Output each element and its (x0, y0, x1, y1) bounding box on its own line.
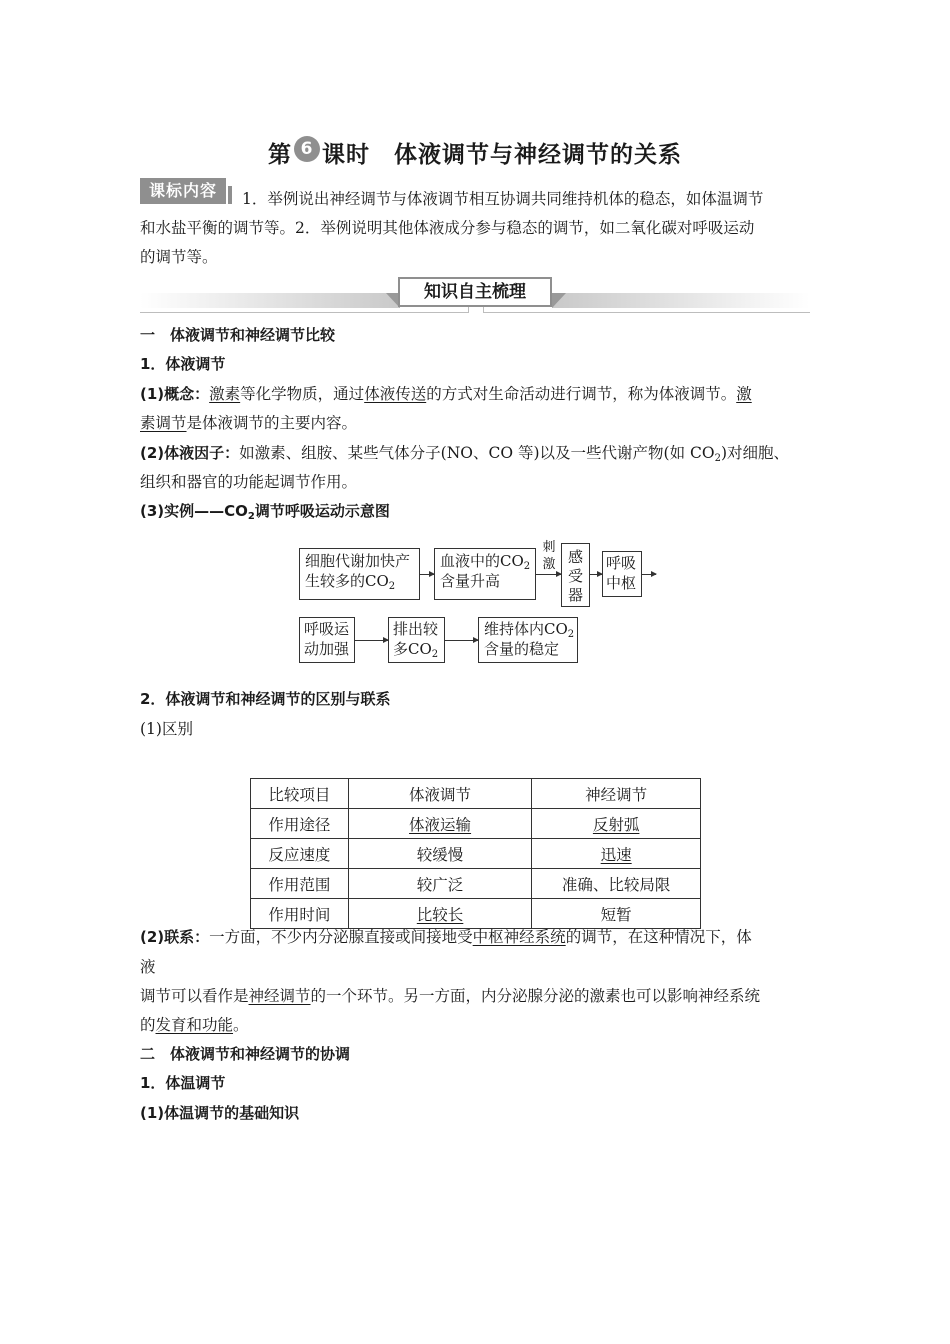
table-row (251, 809, 701, 839)
standard-badge: 课标内容 (140, 178, 226, 204)
concept-text-3: 是体液调节的主要内容。 (186, 414, 358, 432)
flow-box-breathing-enhanced (299, 617, 355, 663)
factors-subscript: 2 (714, 453, 721, 464)
flow-box1-line2 (305, 571, 414, 591)
standard-line-2: 和水盐平衡的调节等。2．举例说明其他体液成分参与稳态的调节，如二氧化碳对呼吸运动 (140, 219, 755, 237)
answer-text: 比较长 (416, 905, 464, 924)
banner-bar-right (552, 293, 810, 308)
flow-box5-line1: 呼吸运 (304, 620, 350, 638)
answer-cns: 中枢神经系统 (472, 928, 566, 946)
table-cell: 作用范围 (251, 869, 349, 899)
flow-box6-line2 (393, 639, 440, 659)
example-label: (3)实例——CO (140, 502, 248, 520)
part2-sub1a: (1)体温调节的基础知识 (140, 1104, 300, 1122)
relation-text-1: 一方面，不少内分泌腺直接或间接地受 (209, 928, 473, 946)
factors-line-1 (140, 443, 789, 463)
page-title (0, 136, 950, 171)
badge-divider (228, 186, 232, 204)
answer-text: 迅速 (600, 845, 632, 864)
answer-hormone: 激素 (209, 385, 241, 403)
flow-arrow-4 (642, 574, 656, 575)
table-header-cell: 比较项目 (251, 779, 349, 809)
table-cell: 短暂 (532, 899, 701, 929)
flow-box1-sub: 2 (388, 581, 396, 592)
relation-text-4: 的一个环节。另一方面，内分泌腺分泌的激素也可以影响神经系统 (310, 987, 761, 1005)
relation-line-1 (140, 927, 752, 947)
table-cell-answer (348, 809, 532, 839)
answer-hormone-regulation-part1: 激 (736, 385, 752, 403)
concept-label: (1)概念： (140, 385, 210, 403)
relation-text-5: 的 (140, 1016, 156, 1034)
comparison-table (250, 778, 701, 929)
flow-box-maintain-co2 (478, 617, 578, 663)
concept-text-1: 等化学物质，通过 (240, 385, 365, 403)
relation-text-6: 。 (233, 1016, 249, 1034)
flow-box2-sub: 2 (523, 561, 531, 572)
flow-box6-text: 多CO (393, 640, 432, 658)
relation-line-4 (140, 1015, 249, 1035)
answer-hormone-regulation-part2: 素调节 (140, 414, 187, 432)
standard-line-3: 的调节等。 (140, 248, 218, 266)
title-suffix: 课时 (322, 142, 370, 168)
stimulus-char-1: 刺 (542, 540, 556, 555)
section-banner: 知识自主梳理 (398, 277, 552, 307)
table-cell-answer (532, 839, 701, 869)
table-header-row (251, 779, 701, 809)
flow-box7-text: 维持体内CO (484, 620, 568, 638)
flow-box7-sub: 2 (567, 629, 575, 640)
answer-text: 体液运输 (409, 815, 472, 834)
part2-sub1: 1．体温调节 (140, 1074, 226, 1092)
flow-box3-char1: 感 (567, 548, 583, 566)
flow-box-cell-metabolism (299, 548, 420, 600)
part1-sub1: 1．体液调节 (140, 355, 226, 373)
flow-arrow-2 (536, 574, 561, 575)
answer-neural-regulation: 神经调节 (248, 987, 311, 1005)
flow-box5-line2: 动加强 (304, 640, 350, 658)
table-header-cell: 神经调节 (532, 779, 701, 809)
table-cell-answer (348, 899, 532, 929)
flow-arrow-5 (355, 640, 388, 641)
flow-box6-line1: 排出较 (393, 620, 439, 638)
table-cell: 准确、比较局限 (532, 869, 701, 899)
table-header-cell: 体液调节 (348, 779, 532, 809)
table-cell: 作用途径 (251, 809, 349, 839)
flow-box-blood-co2 (434, 548, 536, 600)
relation-line-3 (140, 986, 760, 1006)
banner-notch (468, 307, 484, 313)
table-cell: 较缓慢 (348, 839, 532, 869)
flow-box2-line2: 含量升高 (440, 572, 501, 590)
lesson-number-badge: 6 (294, 136, 320, 162)
difference-label: (1)区别 (140, 720, 193, 738)
flow-box-respiratory-center (602, 551, 642, 597)
flow-box7-line1 (484, 619, 575, 640)
part1-sub2: 2．体液调节和神经调节的区别与联系 (140, 690, 391, 708)
flow-box4-line1: 呼吸 (606, 554, 637, 572)
answer-development-function: 发育和功能 (155, 1016, 234, 1034)
answer-text: 反射弧 (592, 815, 640, 834)
flow-box1-line1: 细胞代谢加快产 (305, 552, 411, 570)
standard-line-1: 1．举例说出神经调节与体液调节相互协调共同维持机体的稳态，如体温调节 (242, 190, 764, 208)
example-subscript: 2 (247, 511, 255, 522)
concept-text-2: 的方式对生命活动进行调节，称为体液调节。 (426, 385, 737, 403)
concept-line-1 (140, 384, 752, 404)
factors-label: (2)体液因子： (140, 444, 240, 462)
flow-box7-line2: 含量的稳定 (484, 640, 560, 658)
table-row (251, 839, 701, 869)
flow-box1-text: 生较多的CO (305, 572, 389, 590)
title-topic: 体液调节与神经调节的关系 (394, 142, 682, 168)
flow-arrow-3 (590, 574, 602, 575)
example-heading (140, 501, 390, 521)
relation-text-2: 的调节，在这种情况下，体 (565, 928, 752, 946)
part2-heading: 二 体液调节和神经调节的协调 (140, 1045, 351, 1063)
table-cell-answer (532, 809, 701, 839)
flow-box3-char3: 器 (567, 586, 583, 604)
part1-heading: 一 体液调节和神经调节比较 (140, 326, 336, 344)
flow-box3-char2: 受 (567, 567, 583, 585)
table-row (251, 869, 701, 899)
flow-arrow-6 (445, 640, 478, 641)
table-cell: 较广泛 (348, 869, 532, 899)
flow-box4-line2: 中枢 (606, 574, 637, 592)
example-rest: 调节呼吸运动示意图 (254, 502, 390, 520)
relation-label: (2)联系： (140, 928, 210, 946)
flow-box2-text: 血液中的CO (440, 552, 524, 570)
table-cell: 作用时间 (251, 899, 349, 929)
answer-body-fluid-transport: 体液传送 (364, 385, 427, 403)
stimulus-char-2: 激 (542, 557, 556, 572)
banner-bar-left (140, 293, 400, 308)
banner-corner-right (552, 293, 566, 308)
flow-arrow-1 (420, 574, 434, 575)
table-cell: 反应速度 (251, 839, 349, 869)
factors-line-2: 组织和器官的功能起调节作用。 (140, 473, 358, 491)
relation-line-2: 液 (140, 958, 156, 976)
flow-box2-line1 (440, 551, 530, 571)
factors-text-1: 如激素、组胺、某些气体分子(NO、CO 等)以及一些代谢产物(如 CO (239, 444, 715, 462)
concept-line-2 (140, 413, 357, 433)
flow-box-exhale-co2 (388, 617, 445, 663)
flow-box-receptor (561, 543, 590, 607)
flow-box6-sub: 2 (431, 649, 439, 660)
stimulus-label (541, 539, 557, 573)
table-row (251, 899, 701, 929)
factors-text-2: )对细胞、 (720, 444, 789, 462)
title-prefix: 第 (268, 142, 292, 168)
relation-text-3: 调节可以看作是 (140, 987, 249, 1005)
